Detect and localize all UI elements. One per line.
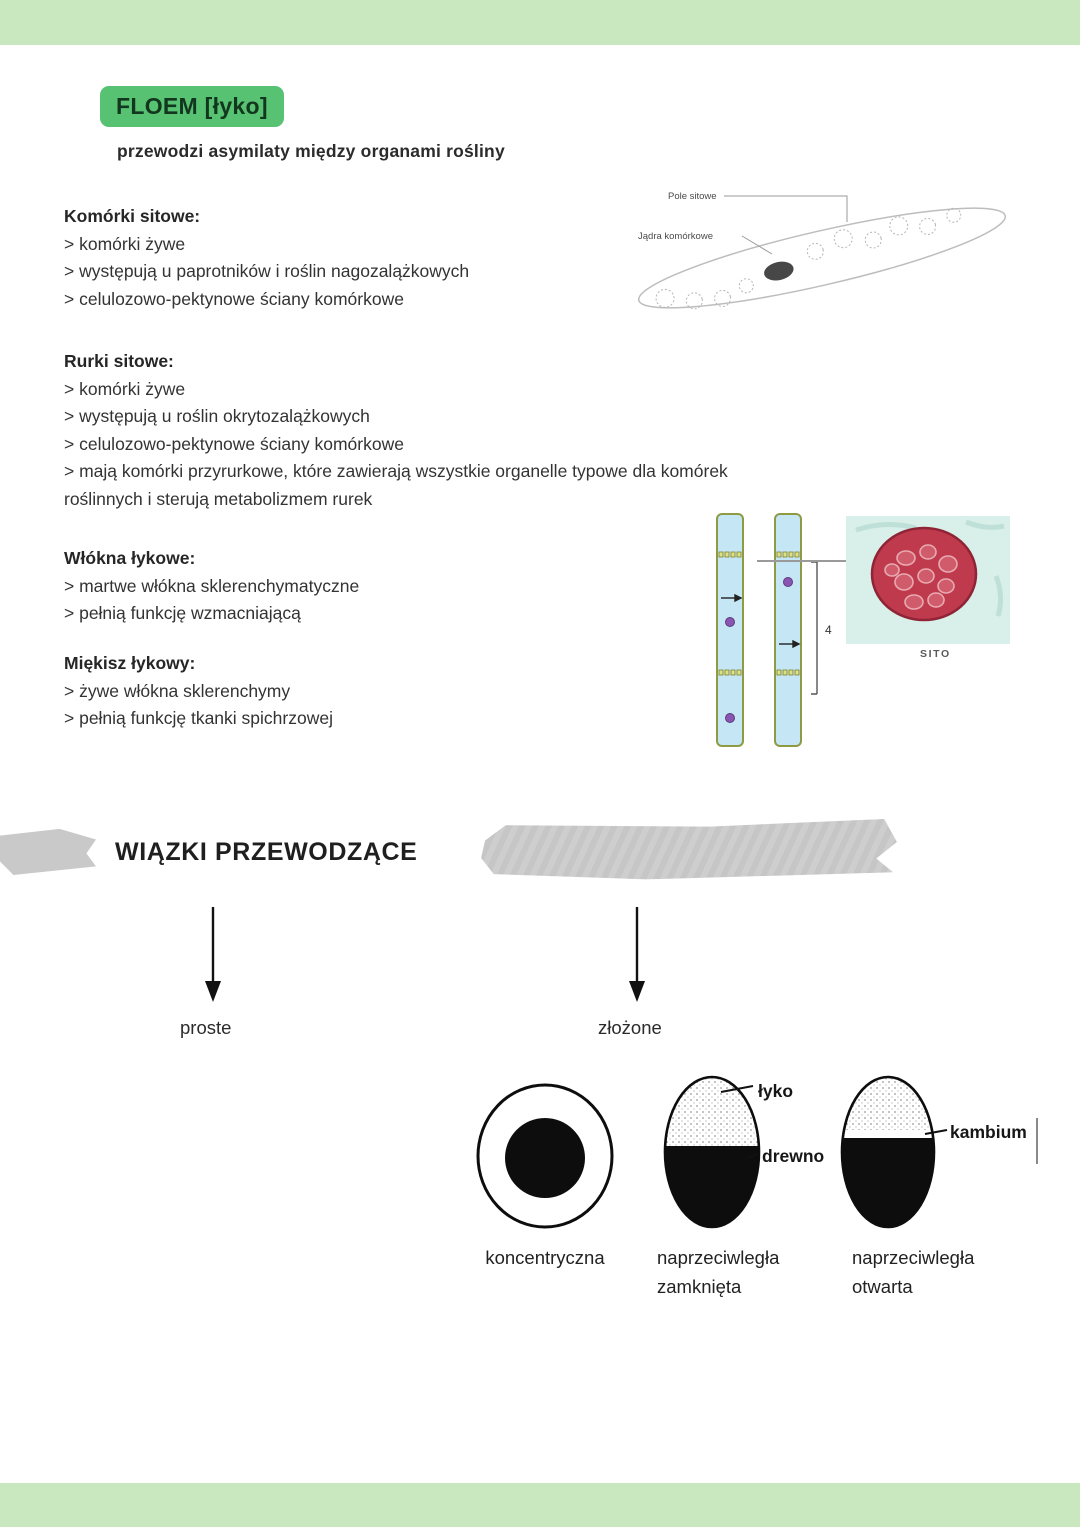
list-item: > celulozowo-pektynowe ściany komórkowe — [64, 433, 404, 454]
down-arrow-icon — [200, 905, 226, 1005]
list-item: > martwe włókna sklerenchymatyczne — [64, 575, 360, 596]
bundles-heading: WIĄZKI PRZEWODZĄCE — [115, 838, 418, 866]
diagram-naprzeciwlegla-zamknieta — [665, 1077, 759, 1227]
section-miekisz-lykowy — [64, 650, 754, 733]
diagram-naprzeciwlegla-otwarta — [842, 1077, 1037, 1227]
type-label-koncentryczna: koncentryczna — [485, 1247, 605, 1268]
section-heading: Włókna łykowe: — [64, 548, 196, 568]
sieve-plate-micrograph — [846, 516, 1010, 644]
sieve-tube-figure — [695, 512, 845, 752]
diagram-koncentryczna — [478, 1085, 612, 1227]
micrograph-caption: SITO — [920, 648, 951, 660]
section-rurki-sitowe — [64, 348, 754, 513]
list-item: > mają komórki przyrurkowe, które zawierają wszystkie organelle typowe dla komórek roślinnych i sterują metabolizmem rurek — [64, 461, 728, 509]
marker-scribble-right — [481, 819, 898, 881]
section-heading: Komórki sitowe: — [64, 206, 201, 226]
label-pole-sitowe: Pole sitowe — [668, 191, 717, 202]
nucleus-dot — [726, 618, 735, 627]
list-item: > występują u paprotników i roślin nagozalążkowych — [64, 261, 470, 281]
bracket-count: 4 — [825, 623, 832, 637]
figure-connector-line — [757, 560, 847, 562]
down-arrow-icon — [624, 905, 650, 1005]
bottom-green-band — [0, 1483, 1080, 1527]
branch-label-proste: proste — [180, 1017, 232, 1038]
branch-label-zlozone: złożone — [598, 1017, 662, 1038]
nucleus-dot — [726, 714, 735, 723]
page-title: FLOEM [łyko] — [100, 86, 284, 127]
marker-scribble-left — [0, 827, 96, 875]
annotation-kambium: kambium — [950, 1122, 1027, 1142]
list-item: > celulozowo-pektynowe ściany komórkowe — [64, 288, 404, 309]
list-item: > występują u roślin okrytozalążkowych — [64, 406, 370, 426]
top-green-band — [0, 0, 1080, 45]
list-item: > żywe włókna sklerenchymy — [64, 680, 291, 701]
section-heading: Rurki sitowe: — [64, 351, 174, 371]
list-item: > pełnią funkcję tkanki spichrzowej — [64, 708, 333, 728]
annotation-lyko: łyko — [758, 1081, 794, 1101]
section-heading: Miękisz łykowy: — [64, 653, 196, 673]
section-wlokna-lykowe — [64, 545, 754, 628]
label-jadra-komorkowe: Jądra komórkowe — [638, 231, 713, 242]
type-label-naprzeciwlegla-otwarta: naprzeciwległa otwarta — [852, 1247, 975, 1297]
list-item: > pełnią funkcję wzmacniającą — [64, 603, 301, 623]
annotation-drewno: drewno — [762, 1146, 825, 1166]
type-label-naprzeciwlegla-zamknieta: naprzeciwległa zamknięta — [657, 1247, 780, 1297]
page-subtitle: przewodzi asymilaty między organami rośliny — [117, 141, 505, 161]
list-item: > komórki żywe — [64, 378, 186, 399]
micrograph-art — [846, 516, 1010, 644]
sieve-cell-figure — [612, 158, 1020, 358]
nucleus-dot — [784, 578, 793, 587]
list-item: > komórki żywe — [64, 233, 186, 254]
